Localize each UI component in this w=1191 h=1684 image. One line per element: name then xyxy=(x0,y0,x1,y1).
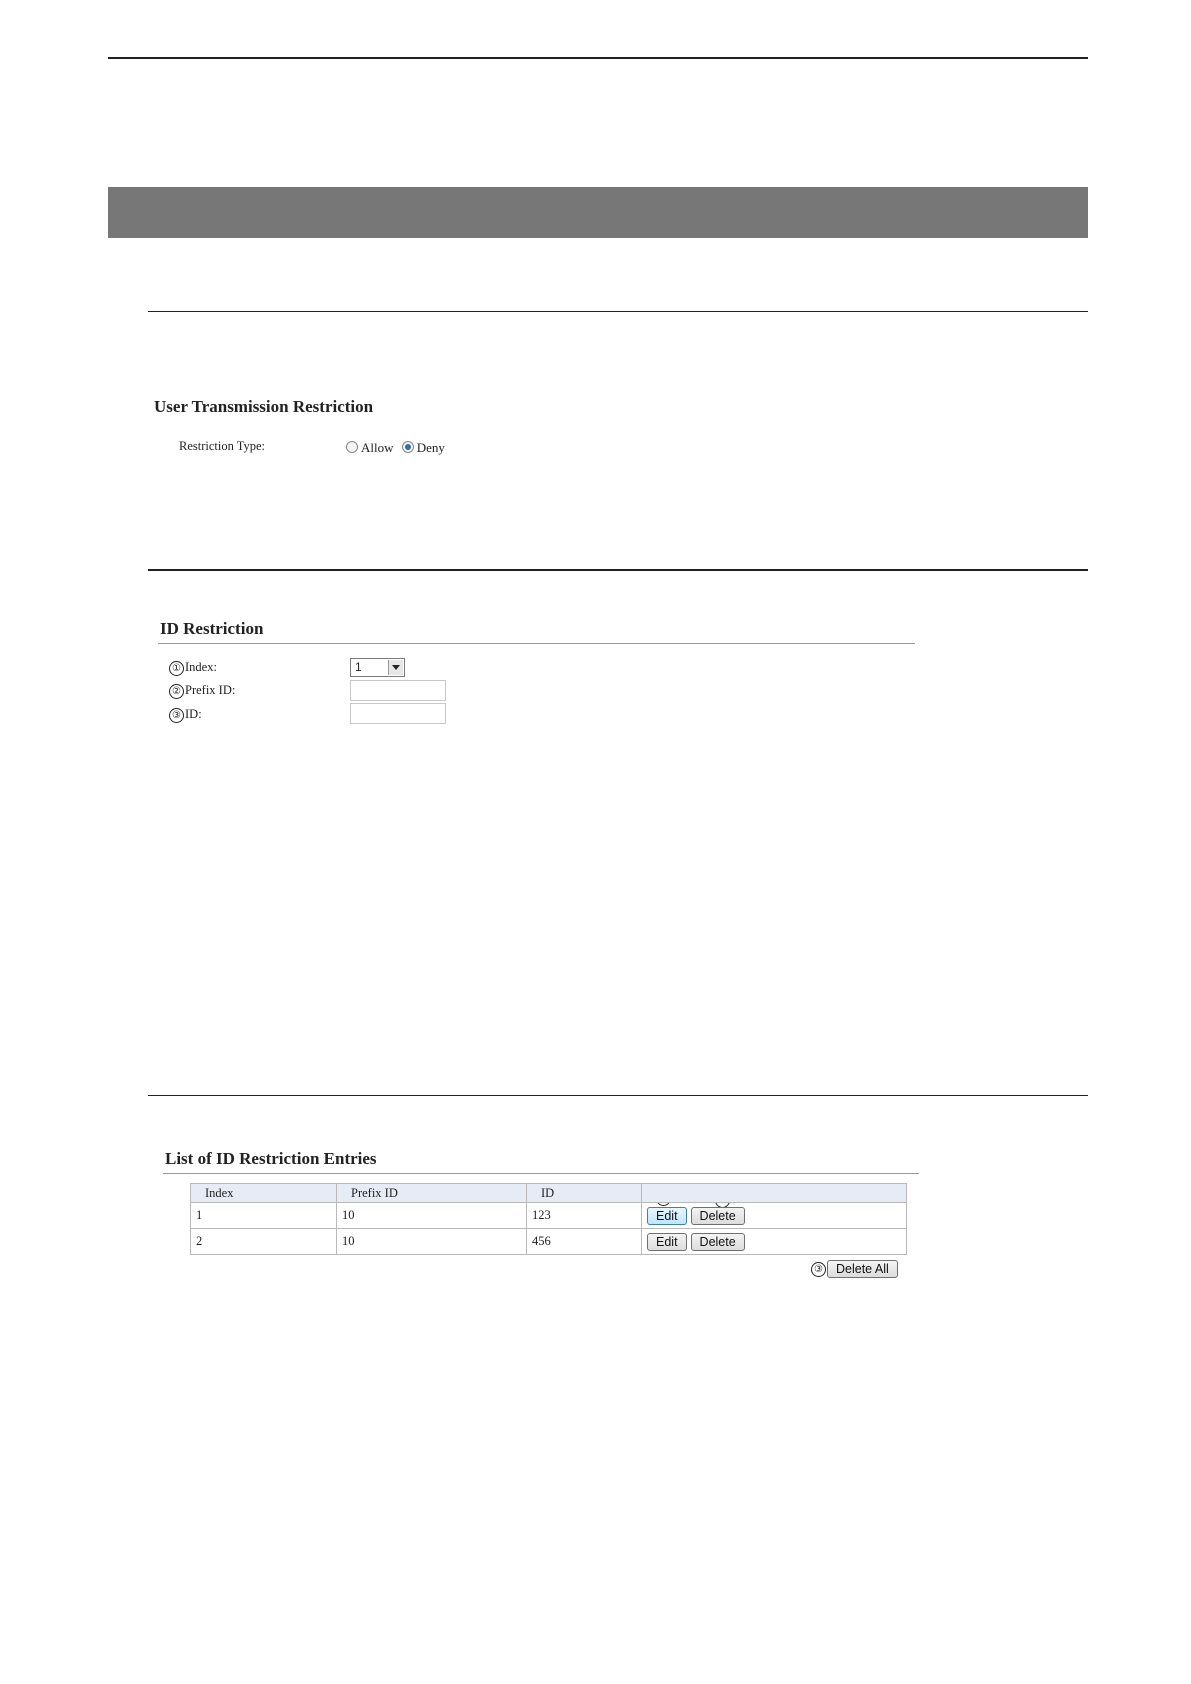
restriction-type-radio-group xyxy=(346,440,450,456)
index-label: Index: xyxy=(185,660,217,674)
allow-radio-label[interactable]: Allow xyxy=(361,440,394,455)
callout-marker: ② xyxy=(169,684,184,699)
chevron-down-icon[interactable] xyxy=(388,660,403,675)
edit-button[interactable]: Edit xyxy=(647,1233,687,1251)
section-divider xyxy=(148,311,1088,312)
chapter-banner xyxy=(108,187,1088,238)
allow-radio[interactable] xyxy=(346,441,358,453)
id-input[interactable] xyxy=(350,703,446,724)
cell-id: 456 xyxy=(527,1229,642,1255)
delete-all-button[interactable]: Delete All xyxy=(827,1260,898,1278)
cell-index: 1 xyxy=(191,1203,337,1229)
id-label: ID: xyxy=(185,707,202,721)
column-header-prefix-id: Prefix ID xyxy=(337,1184,527,1203)
entries-title-underline xyxy=(163,1173,919,1174)
table-row xyxy=(191,1229,907,1255)
edit-button[interactable]: Edit xyxy=(647,1207,687,1225)
section-divider xyxy=(148,569,1088,571)
prefix-id-input[interactable] xyxy=(350,680,446,701)
id-restriction-title: ID Restriction xyxy=(160,619,264,638)
id-restriction-title-underline xyxy=(158,643,915,644)
cell-actions xyxy=(642,1229,907,1255)
callout-marker: ③ xyxy=(811,1262,826,1277)
deny-radio[interactable] xyxy=(402,441,414,453)
index-select-value: 1 xyxy=(355,660,362,674)
index-select[interactable] xyxy=(350,658,405,677)
entries-title: List of ID Restriction Entries xyxy=(165,1149,377,1168)
deny-radio-label[interactable]: Deny xyxy=(416,440,445,455)
column-header-index: Index xyxy=(191,1184,337,1203)
table-header-row xyxy=(191,1184,907,1203)
page-top-rule xyxy=(108,57,1088,59)
cell-actions xyxy=(642,1203,907,1229)
section-divider xyxy=(148,1095,1088,1096)
prefix-id-label-row xyxy=(169,683,235,699)
callout-marker: ③ xyxy=(169,708,184,723)
delete-button[interactable]: Delete xyxy=(691,1207,745,1225)
prefix-id-label: Prefix ID: xyxy=(185,683,236,697)
index-label-row xyxy=(169,660,217,676)
cell-prefix-id: 10 xyxy=(337,1229,527,1255)
callout-marker: ① xyxy=(169,661,184,676)
cell-index: 2 xyxy=(191,1229,337,1255)
entries-table xyxy=(190,1183,907,1255)
column-header-actions xyxy=(642,1184,907,1203)
cell-id: 123 xyxy=(527,1203,642,1229)
id-label-row xyxy=(169,707,202,723)
column-header-id: ID xyxy=(527,1184,642,1203)
delete-all-row xyxy=(811,1260,902,1278)
user-transmission-title: User Transmission Restriction xyxy=(154,397,374,416)
table-row xyxy=(191,1203,907,1229)
restriction-type-label: Restriction Type: xyxy=(179,439,266,453)
cell-prefix-id: 10 xyxy=(337,1203,527,1229)
delete-button[interactable]: Delete xyxy=(691,1233,745,1251)
